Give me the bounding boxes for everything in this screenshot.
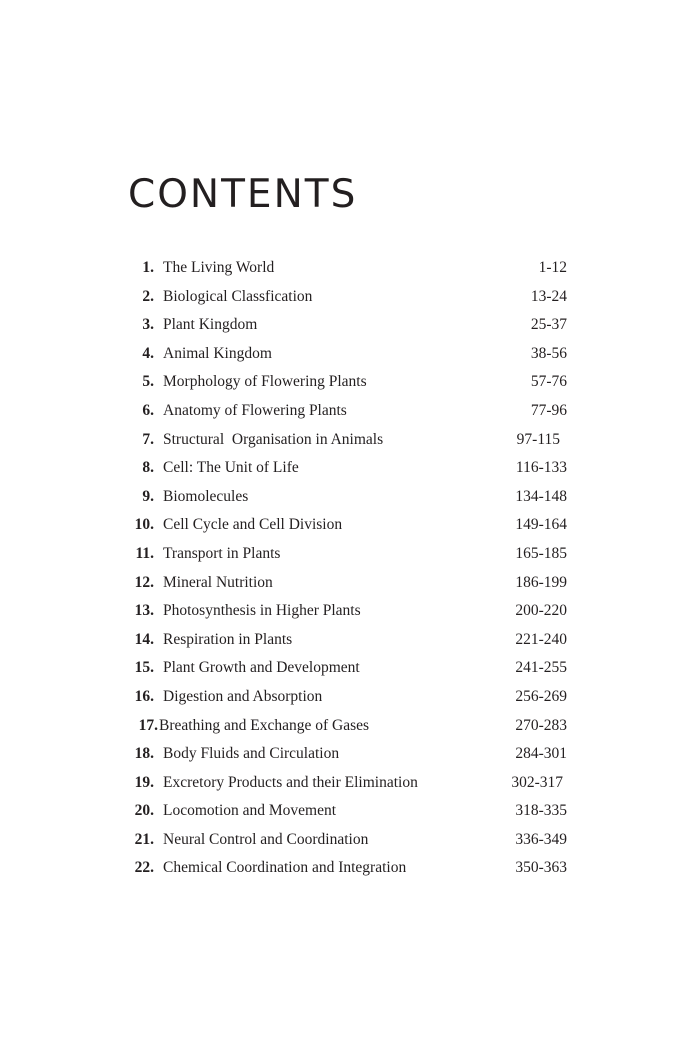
- chapter-number: 16.: [134, 687, 154, 705]
- contents-entry: [0, 854, 700, 883]
- page-range: 336-349: [515, 830, 567, 848]
- page-range: 57-76: [530, 373, 567, 391]
- contents-entry: [0, 483, 700, 512]
- chapter-title: Body Fluids and Circulation: [163, 745, 340, 763]
- page-range: 270-283: [515, 716, 567, 734]
- chapter-number: 20.: [134, 802, 154, 820]
- chapter-number: 7.: [142, 430, 154, 448]
- chapter-title: Transport in Plants: [163, 544, 281, 562]
- chapter-number: 2.: [142, 287, 154, 305]
- chapter-number: 15.: [134, 659, 154, 677]
- page-range: 302-317: [511, 773, 563, 791]
- chapter-number: 11.: [135, 544, 154, 562]
- contents-entry: [0, 797, 700, 826]
- contents-entry: [0, 397, 700, 426]
- chapter-title: Plant Kingdom: [163, 316, 258, 334]
- page-range: 165-185: [515, 544, 567, 562]
- chapter-number: 21.: [134, 830, 154, 848]
- chapter-title: Breathing and Exchange of Gases: [159, 716, 370, 734]
- chapter-title: Chemical Coordination and Integration: [163, 859, 407, 877]
- chapter-title: Morphology of Flowering Plants: [163, 373, 367, 391]
- contents-entry: [0, 368, 700, 397]
- page-range: 200-220: [515, 602, 567, 620]
- chapter-title: Excretory Products and their Elimination: [163, 773, 418, 791]
- contents-entry: [0, 340, 700, 369]
- chapter-number: 22.: [134, 859, 154, 877]
- chapter-title: The Living World: [163, 259, 275, 276]
- chapter-title: Respiration in Plants: [163, 630, 293, 648]
- page-range: 318-335: [515, 802, 567, 820]
- page-range: 25-37: [530, 316, 567, 334]
- contents-entry: [0, 597, 700, 626]
- chapter-number: 17.: [138, 716, 158, 734]
- chapter-title: Structural Organisation in Animals: [163, 430, 384, 448]
- page-range: 221-240: [515, 630, 567, 648]
- chapter-title: Anatomy of Flowering Plants: [163, 401, 347, 419]
- page-range: 186-199: [515, 573, 567, 591]
- chapter-number: 6.: [142, 401, 154, 419]
- contents-entry: [0, 569, 700, 598]
- contents-entry: [0, 454, 700, 483]
- page-range: 116-133: [515, 459, 567, 477]
- chapter-number: 18.: [134, 745, 154, 763]
- contents-entry: [0, 826, 700, 855]
- chapter-title: Animal Kingdom: [163, 344, 272, 362]
- page-range: 284-301: [515, 745, 567, 763]
- chapter-title: Biological Classfication: [163, 287, 313, 305]
- contents-entry: [0, 283, 700, 312]
- contents-entry: [0, 626, 700, 655]
- chapter-title: Plant Growth and Development: [163, 659, 360, 677]
- chapter-title: Neural Control and Coordination: [163, 830, 369, 848]
- chapter-title: Digestion and Absorption: [163, 687, 323, 705]
- chapter-number: 5.: [142, 373, 154, 391]
- contents-list: [0, 254, 700, 883]
- chapter-number: 1.: [142, 259, 154, 276]
- page-range: 1-12: [538, 259, 567, 276]
- contents-entry: [0, 712, 700, 741]
- page-title: CONTENTS: [128, 172, 358, 217]
- chapter-number: 12.: [134, 573, 154, 591]
- contents-entry: [0, 683, 700, 712]
- page-range: 77-96: [530, 401, 567, 419]
- contents-entry: [0, 740, 700, 769]
- chapter-title: Cell Cycle and Cell Division: [163, 516, 343, 534]
- chapter-number: 10.: [134, 516, 154, 534]
- page-range: 13-24: [530, 287, 567, 305]
- chapter-number: 8.: [142, 459, 154, 477]
- contents-entry: [0, 654, 700, 683]
- chapter-number: 9.: [142, 487, 154, 505]
- chapter-title: Photosynthesis in Higher Plants: [163, 602, 361, 620]
- contents-entry: [0, 426, 700, 455]
- contents-entry: [0, 769, 700, 798]
- contents-entry: [0, 540, 700, 569]
- chapter-number: 14.: [134, 630, 154, 648]
- contents-entry: [0, 254, 700, 283]
- page-range: 241-255: [515, 659, 567, 677]
- chapter-title: Mineral Nutrition: [163, 573, 273, 591]
- page-range: 97-115: [516, 430, 560, 448]
- chapter-number: 4.: [142, 344, 154, 362]
- page-range: 350-363: [515, 859, 567, 877]
- contents-entry: [0, 511, 700, 540]
- page-range: 38-56: [530, 344, 567, 362]
- contents-entry: [0, 311, 700, 340]
- chapter-number: 13.: [134, 602, 154, 620]
- chapter-title: Biomolecules: [163, 487, 249, 505]
- page-range: 134-148: [515, 487, 567, 505]
- chapter-number: 19.: [134, 773, 154, 791]
- chapter-title: Cell: The Unit of Life: [163, 459, 299, 477]
- page-range: 256-269: [515, 687, 567, 705]
- chapter-title: Locomotion and Movement: [163, 802, 337, 820]
- chapter-number: 3.: [142, 316, 154, 334]
- page-range: 149-164: [515, 516, 567, 534]
